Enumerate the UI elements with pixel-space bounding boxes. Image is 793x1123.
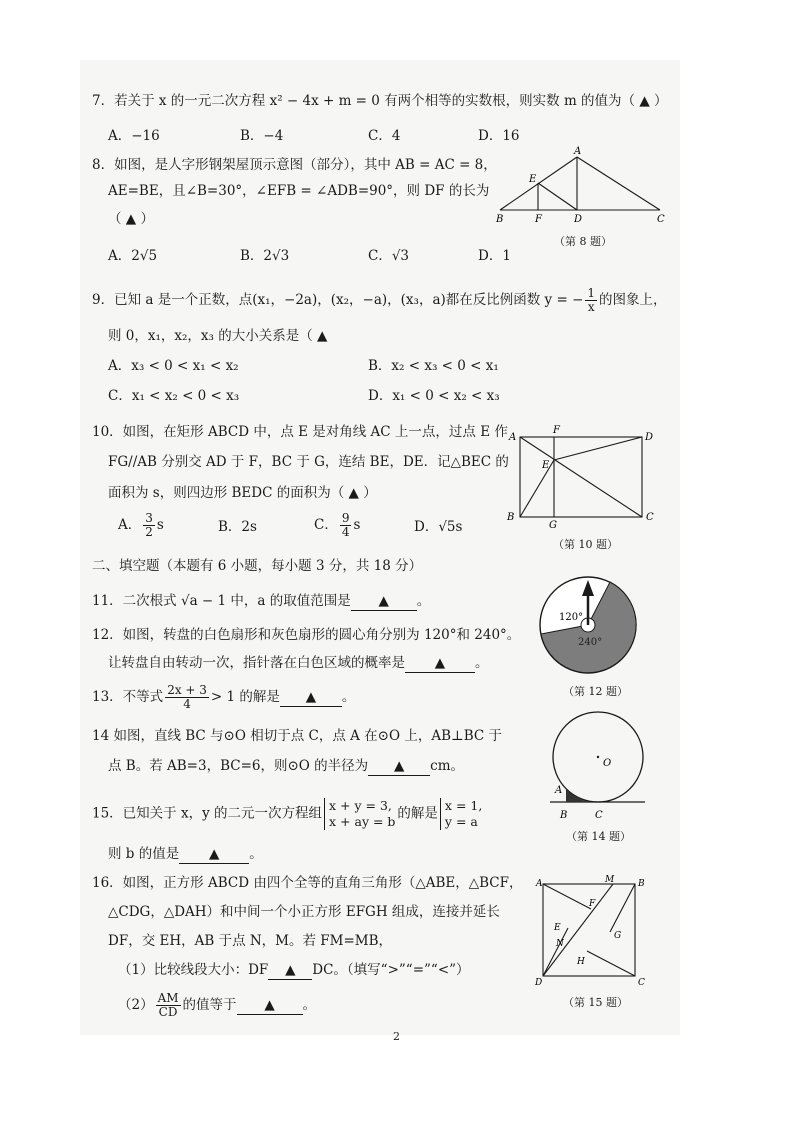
q10-option-a-suffix: s — [156, 517, 164, 533]
q10-option-a-num: 3 — [145, 511, 153, 525]
q15-end: 。 — [249, 846, 263, 862]
q12-answer-blank[interactable]: ▲ — [405, 654, 475, 673]
q11 — [92, 592, 430, 611]
q12-end: 。 — [475, 655, 489, 671]
q8-label-c: C — [657, 214, 665, 225]
q10-label-e: E — [542, 460, 550, 471]
q10-option-a-den: 2 — [145, 525, 153, 539]
q8-line2: AE=BE，且∠B=30°，∠EFB = ∠ADB=90°，则 DF 的长为 — [108, 183, 490, 199]
q13-answer-blank[interactable]: ▲ — [280, 688, 342, 707]
q14-end: cm。 — [430, 758, 465, 774]
q10-option-c-num: 9 — [341, 511, 350, 525]
q7-option-d: D．16 — [478, 128, 520, 144]
q11-text: 11．二次根式 √a − 1 中，a 的取值范围是 — [92, 593, 351, 609]
q16-sub1 — [118, 961, 470, 980]
q16-sub2-text: 的值等于 — [182, 997, 237, 1013]
q10-label-f: F — [553, 425, 560, 436]
q16-label-f: F — [589, 899, 596, 909]
q8-label-d: D — [574, 214, 583, 225]
q15-system-2-eq1: x = 1, — [444, 798, 483, 813]
q9-line2: 则 0，x₁，x₂，x₃ 的大小关系是（ ▲ — [108, 328, 328, 344]
q16-figure — [527, 872, 652, 990]
q8-label-b: B — [496, 214, 504, 225]
q14-figure — [540, 705, 650, 823]
q15-text-2: 则 b 的值是 — [108, 846, 180, 862]
q15-system-1-eq2: x + ay = b — [329, 814, 396, 829]
q10-label-g: G — [549, 520, 557, 530]
q13-end: 。 — [341, 689, 356, 705]
q16-label-h: H — [577, 957, 585, 967]
q16-label-c: C — [638, 978, 645, 988]
q9-fraction — [585, 287, 597, 314]
q15-system-1 — [324, 798, 395, 830]
q7-option-c: C．4 — [368, 128, 401, 144]
q16-label-d: D — [535, 978, 543, 988]
q14-line2 — [108, 757, 464, 776]
q14-answer-blank[interactable]: ▲ — [368, 757, 430, 776]
q16-line1: 16．如图，正方形 ABCD 由四个全等的直角三角形（△ABE，△BCF， — [92, 875, 523, 891]
q8-option-b: B．2√3 — [240, 248, 290, 264]
q9-stem-before: 9．已知 a 是一个正数，点(x₁，−2a)，(x₂，−a)，(x₃，a)都在反比例函数 y = − — [92, 292, 584, 308]
q16-sub2-num: AM — [157, 991, 179, 1005]
q14-label-c: C — [595, 810, 603, 821]
q15-line2 — [108, 845, 263, 864]
q7-option-a: A．−16 — [108, 128, 160, 144]
q9-stem — [92, 287, 667, 314]
q8-line3: （ ▲ ） — [108, 211, 154, 227]
q16-sub2-answer-blank[interactable]: ▲ — [237, 996, 303, 1015]
q10-label-d: D — [645, 432, 654, 443]
q10-figure — [503, 422, 663, 530]
q13-frac-den: 4 — [183, 697, 191, 711]
q15-system-1-eq1: x + y = 3, — [329, 798, 392, 813]
q9-option-b: B．x₂ < x₃ < 0 < x₁ — [368, 358, 499, 374]
q8-label-a: A — [574, 146, 582, 157]
q12-spinner-figure — [533, 570, 643, 680]
q13-text: > 1 的解是 — [210, 689, 280, 705]
q16-sub2-prefix: （2） — [118, 997, 154, 1013]
q13-fraction — [165, 684, 209, 711]
q9-option-c: C．x₁ < x₂ < 0 < x₃ — [108, 388, 240, 404]
q9-option-a: A．x₃ < 0 < x₁ < x₂ — [108, 358, 239, 374]
q15-answer-blank[interactable]: ▲ — [179, 845, 249, 864]
q15-line1 — [92, 798, 484, 830]
q9-stem-after: 的图象上， — [599, 292, 667, 308]
page-number: 2 — [393, 1030, 400, 1043]
q15-text: 15．已知关于 x，y 的二元一次方程组 — [92, 805, 323, 822]
q9-frac-num: 1 — [587, 286, 596, 300]
q10-line2: FG//AB 分别交 AD 于 F，BC 于 G，连结 BE，DE．记△BEC 的 — [108, 454, 509, 470]
q12-text: 让转盘自由转动一次，指针落在白色区域的概率是 — [108, 655, 405, 671]
q16-sub1-text: （1）比较线段大小：DF — [118, 962, 269, 978]
q15-system-2 — [440, 798, 482, 830]
q7-option-b: B．−4 — [240, 128, 284, 144]
section-2-heading: 二、填空题（本题有 6 小题，每小题 3 分，共 18 分） — [92, 558, 423, 574]
q12-white-angle-label: 120° — [559, 612, 584, 623]
q10-line3: 面积为 s，则四边形 BEDC 的面积为（ ▲ ） — [108, 485, 377, 501]
q9-frac-den: x — [587, 300, 595, 314]
q14-label-a: A — [555, 785, 563, 796]
q10-option-c-den: 4 — [341, 525, 350, 539]
q15-system-2-eq2: y = a — [444, 814, 478, 829]
q13-prefix: 13．不等式 — [92, 689, 164, 705]
q10-label-c: C — [646, 512, 654, 523]
q16-label-e: E — [554, 923, 561, 933]
q16-sub2-den: CD — [158, 1005, 178, 1019]
q8-option-d: D．1 — [478, 248, 511, 264]
q11-end: 。 — [416, 593, 431, 609]
q8-caption: （第 8 题） — [554, 235, 612, 248]
q10-option-d: D．√5s — [414, 519, 463, 535]
q12-line1: 12．如图，转盘的白色扇形和灰色扇形的圆心角分别为 120°和 240°。 — [92, 627, 521, 643]
q14-caption: （第 14 题） — [566, 830, 631, 843]
q10-caption: （第 10 题） — [553, 538, 618, 551]
q16-sub1-answer-blank[interactable]: ▲ — [268, 961, 312, 980]
q16-label-n: N — [556, 939, 564, 949]
q10-option-b: B．2s — [218, 519, 257, 535]
q16-sub2-end: 。 — [302, 997, 317, 1013]
q15-text-mid: 的解是 — [397, 805, 438, 822]
q16-caption: （第 15 题） — [563, 996, 628, 1009]
q13 — [92, 684, 355, 711]
q12-line2 — [108, 654, 489, 673]
q14-label-b: B — [560, 810, 568, 821]
q10-option-a — [118, 512, 164, 539]
q16-label-a: A — [536, 879, 543, 889]
q10-label-a: A — [509, 432, 517, 443]
q10-option-c-suffix: s — [353, 517, 361, 533]
q8-label-e: E — [529, 174, 537, 185]
q16-label-g: G — [614, 931, 622, 941]
q10-label-b: B — [507, 512, 515, 523]
q14-line1: 14 如图，直线 BC 与⊙O 相切于点 C，点 A 在⊙O 上，AB⊥BC 于 — [92, 728, 503, 744]
q9-option-d: D．x₁ < 0 < x₂ < x₃ — [368, 388, 500, 404]
q8-option-c: C．√3 — [368, 248, 410, 264]
q10-line1: 10．如图，在矩形 ABCD 中，点 E 是对角线 AC 上一点，过点 E 作 — [92, 424, 508, 440]
q16-sub1-end: DC。（填写“>”“=”“<”） — [312, 962, 470, 978]
q8-figure — [490, 142, 675, 232]
q14-text: 点 B。若 AB=3，BC=6，则⊙O 的半径为 — [108, 758, 369, 774]
q16-label-b: B — [638, 879, 645, 889]
q8-option-a: A．2√5 — [108, 248, 158, 264]
q16-sub2 — [118, 992, 316, 1019]
q16-line3: DF，交 EH，AB 于点 N，M。若 FM=MB， — [108, 933, 393, 949]
q16-sub2-fraction — [156, 992, 181, 1019]
q10-option-a-fraction — [143, 512, 155, 539]
q14-label-o: O — [603, 758, 612, 769]
q8-label-f: F — [535, 214, 542, 225]
q10-option-a-prefix: A． — [118, 517, 142, 533]
q16-label-m: M — [605, 875, 615, 885]
q12-caption: （第 12 题） — [563, 685, 628, 698]
q8-line1: 8．如图，是人字形钢架屋顶示意图（部分），其中 AB = AC = 8， — [92, 157, 497, 173]
q10-option-c-fraction — [340, 512, 352, 539]
q13-frac-num: 2x + 3 — [167, 683, 207, 697]
q11-answer-blank[interactable]: ▲ — [351, 592, 417, 611]
q12-gray-angle-label: 240° — [578, 637, 603, 648]
q10-option-c-prefix: C． — [314, 517, 338, 533]
q10-option-c — [314, 512, 360, 539]
q7-stem: 7．若关于 x 的一元二次方程 x² − 4x + m = 0 有两个相等的实数根，则实数 m 的值为（ ▲ ） — [92, 93, 668, 109]
q16-line2: △CDG，△DAH）和中间一个小正方形 EFGH 组成，连接并延长 — [108, 904, 500, 920]
